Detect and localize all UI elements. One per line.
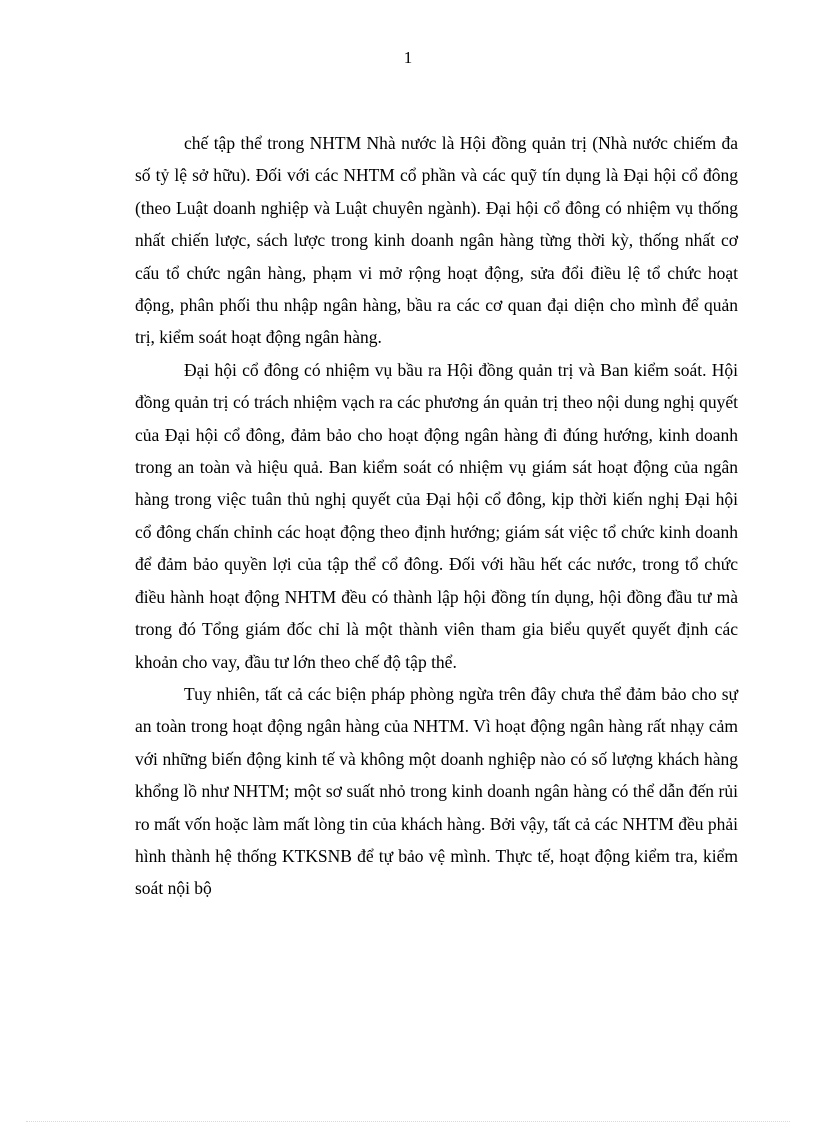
paragraph-3: Tuy nhiên, tất cả các biện pháp phòng ngừa trên đây chưa thể đảm bảo cho sự an toàn trong hoạt động ngân hàng của NHTM. Vì hoạt động ngân hàng rất nhạy cảm với những biến động kinh tế và không một doanh nghiệp nào có số lượng khách hàng khổng lồ như NHTM; một sơ suất nhỏ trong kinh doanh ngân hàng có thể dẫn đến rủi ro mất vốn hoặc làm mất lòng tin của khách hàng. Bởi vậy, tất cả các NHTM đều phải hình thành hệ thống KTKSNB để tự bảo vệ mình. Thực tế, hoạt động kiểm tra, kiểm soát nội bộ xyxy=(135,683,738,899)
page-bottom-divider xyxy=(26,1121,790,1122)
page-number: 1 xyxy=(403,48,413,67)
paragraph-1: chế tập thể trong NHTM Nhà nước là Hội đồng quản trị (Nhà nước chiếm đa số tỷ lệ sở hữu). Đối với các NHTM cổ phần và các quỹ tín dụng là Đại hội cổ đông (theo Luật doanh nghiệp và Luật chuyên ngành). Đại hội cổ đông có nhiệm vụ thống nhất chiến lược, sách lược trong kinh doanh ngân hàng từng thời kỳ, thống nhất cơ cấu tổ chức ngân hàng, phạm vi mở rộng hoạt động, sửa đổi điều lệ tổ chức hoạt động, phân phối thu nhập ngân hàng, bầu ra các cơ quan đại diện cho mình để quản trị, kiểm soát hoạt động ngân hàng. xyxy=(135,133,738,348)
document-body xyxy=(135,127,738,905)
paragraph-2: Đại hội cổ đông có nhiệm vụ bầu ra Hội đồng quản trị và Ban kiểm soát. Hội đồng quản trị có trách nhiệm vạch ra các phương án quản trị theo nội dung nghị quyết của Đại hội cổ đông, đảm bảo cho hoạt động ngân hàng đi đúng hướng, kinh doanh trong an toàn và hiệu quả. Ban kiểm soát có nhiệm vụ giám sát hoạt động của ngân hàng trong việc tuân thủ nghị quyết của Đại hội cổ đông, kịp thời kiến nghị Đại hội cổ đông chấn chỉnh các hoạt động theo định hướng; giám sát việc tổ chức kinh doanh để đảm bảo quyền lợi của tập thể cổ đông. Đối với hầu hết các nước, trong tổ chức điều hành hoạt động NHTM đều có thành lập hội đồng tín dụng, hội đồng đầu tư mà trong đó Tổng giám đốc chỉ là một thành viên tham gia biểu quyết quyết định các khoản cho vay, đầu tư lớn theo chế độ tập thể. xyxy=(135,359,738,672)
